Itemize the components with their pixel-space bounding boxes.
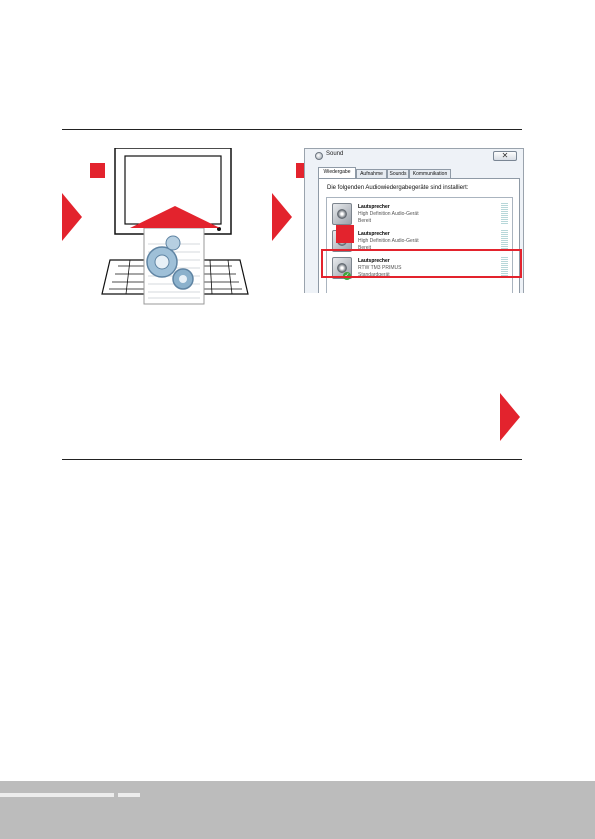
close-button[interactable]: ✕ <box>493 151 517 161</box>
device-name: Lautsprecher <box>358 231 390 237</box>
arrow-middle-icon <box>272 193 292 241</box>
panel-intro: Die folgenden Audiowiedergabegeräte sind installiert: <box>327 185 469 191</box>
device-list <box>326 197 513 293</box>
speaker-device-icon <box>332 203 352 225</box>
top-rule <box>62 129 522 130</box>
device-name: Lautsprecher <box>358 204 390 210</box>
device-status: Bereit <box>358 218 372 224</box>
footer-bar-short <box>118 793 140 797</box>
tab-wiedergabe[interactable]: Wiedergabe <box>318 167 356 179</box>
device-driver: RTW TM3 PRIMUS <box>358 265 402 271</box>
device-item[interactable] <box>327 200 512 227</box>
arrow-left-icon <box>62 193 82 241</box>
level-meter <box>501 230 508 251</box>
dialog-title: Sound <box>326 151 344 157</box>
dialog-titlebar <box>305 149 523 163</box>
device-driver: High Definition Audio-Gerät <box>358 211 419 217</box>
footer-bar <box>0 793 114 797</box>
device-status: Standardgerät <box>358 272 390 278</box>
tab-aufnahme[interactable]: Aufnahme <box>356 169 387 178</box>
level-meter <box>501 203 508 224</box>
arrow-next-icon <box>500 393 520 441</box>
device-name: Lautsprecher <box>358 258 390 264</box>
page-footer <box>0 781 595 839</box>
selection-highlight <box>321 249 522 278</box>
tab-kommunikation[interactable]: Kommunikation <box>409 169 451 178</box>
tab-sounds[interactable]: Sounds <box>387 169 409 178</box>
speaker-icon <box>315 152 323 160</box>
bottom-rule <box>62 459 522 460</box>
check-icon: ✓ <box>344 273 350 279</box>
computer-illustration <box>100 148 250 308</box>
device-status: Bereit <box>358 245 372 251</box>
device-driver: High Definition Audio-Gerät <box>358 238 419 244</box>
step-marker-3 <box>336 225 354 243</box>
